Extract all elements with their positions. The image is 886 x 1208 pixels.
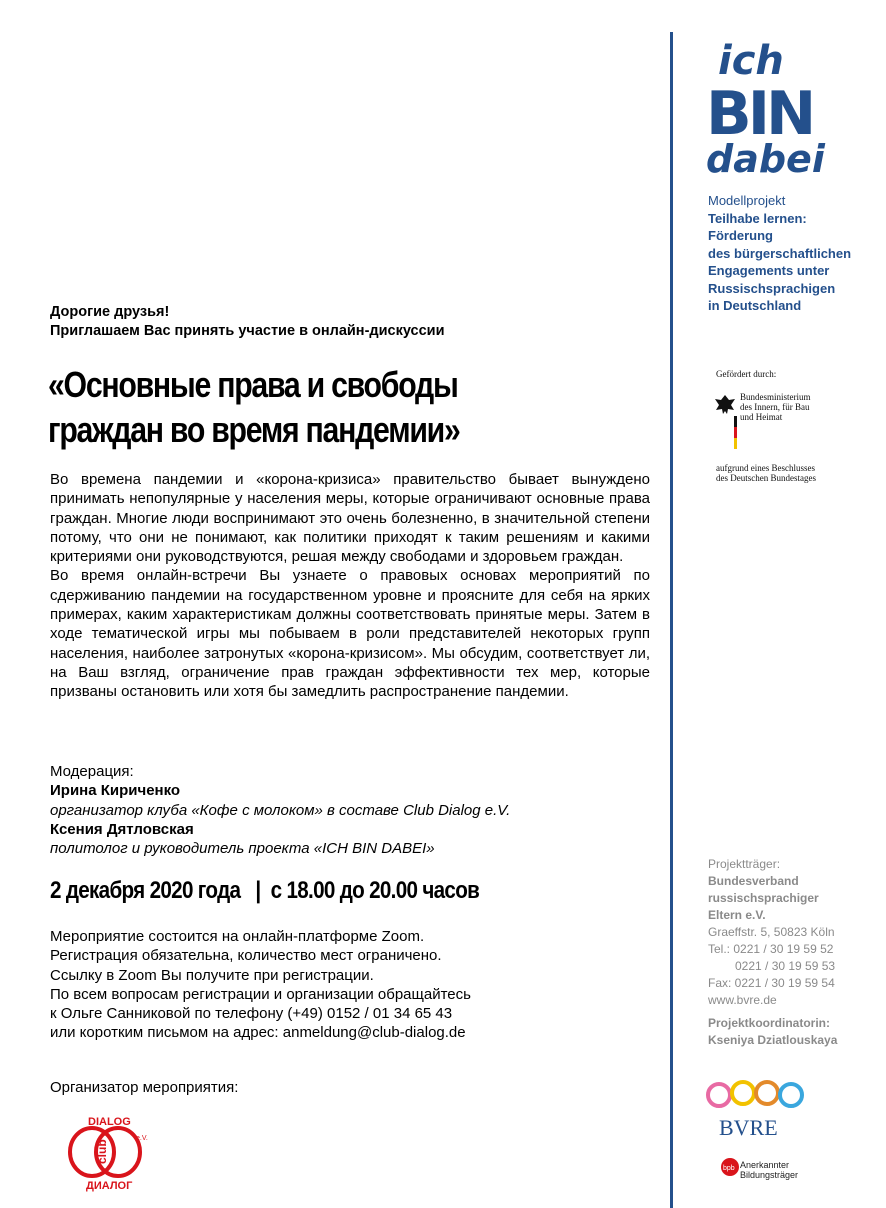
dialog-logo-bottom: ДИАЛОГ bbox=[86, 1180, 133, 1192]
project-title-line: in Deutschland bbox=[708, 298, 802, 313]
description-paragraph-2: Во время онлайн-встречи Вы узнаете о правовых основах мероприятий по сдерживанию пандемии на государственном уровне и проясните для себя на ярких примерах, каким характеристикам должны соответствовать принятые меры. Затем в ходе тематической игры мы побываем в роли представителей некоторых групп населения, наиболее затронутых «корона-кризисом». Мы обсудим, соответствует ли, на Ваш взгляд, ограничение прав граждан эффективности тех мер, которые призваны остановить или хотя бы замедлить распространение пандемии. bbox=[50, 567, 650, 701]
carrier-label: Projektträger: bbox=[708, 857, 781, 871]
logo-ich: ich bbox=[718, 38, 784, 84]
cert-line-2: Bildungsträger bbox=[740, 1170, 799, 1180]
dialog-logo-club: club bbox=[95, 1139, 109, 1164]
logo-dabei: dabei bbox=[706, 137, 825, 180]
moderator-2-role: политолог и руководитель проекта «ICH BIN DABEI» bbox=[50, 840, 435, 858]
badge-text: bpb bbox=[723, 1165, 735, 1172]
ministry-line: und Heimat bbox=[740, 412, 783, 422]
event-title-line-2: граждан во время пандемии» bbox=[48, 409, 460, 450]
club-dialog-logo bbox=[58, 1112, 158, 1192]
certified-provider bbox=[740, 1160, 798, 1180]
event-date-time: 2 декабря 2020 года | с 18.00 до 20.00 часов bbox=[50, 877, 480, 904]
project-title-line: Förderung bbox=[708, 228, 773, 243]
sidebar-divider bbox=[670, 32, 673, 1208]
info-line: По всем вопросам регистрации и организации обращайтесь bbox=[50, 985, 471, 1003]
coordinator-label: Projektkoordinatorin: bbox=[708, 1016, 831, 1030]
registration-info bbox=[50, 927, 471, 1043]
carrier-tel-1: Tel.: 0221 / 30 19 59 52 bbox=[708, 942, 834, 956]
moderation-block bbox=[50, 762, 510, 858]
dialog-logo-top: DIALOG bbox=[88, 1116, 131, 1128]
project-title-line: Russischsprachigen bbox=[708, 280, 836, 296]
carrier-fax: Fax: 0221 / 30 19 59 54 bbox=[708, 976, 835, 990]
carrier-name-line: russischsprachiger bbox=[708, 891, 819, 905]
info-line: Мероприятие состоится на онлайн-платформе Zoom. bbox=[50, 928, 425, 945]
carrier-website: www.bvre.de bbox=[708, 993, 777, 1007]
moderator-1-role: организатор клуба «Кофе с молоком» в составе Club Dialog e.V. bbox=[50, 801, 511, 819]
bundestag-resolution bbox=[716, 463, 816, 483]
project-description bbox=[708, 192, 851, 315]
info-line: Регистрация обязательна, количество мест ограничено. bbox=[50, 947, 442, 965]
dialog-logo-ev: e.V. bbox=[136, 1135, 148, 1142]
carrier-address: Graeffstr. 5, 50823 Köln bbox=[708, 925, 835, 939]
logo-bin: BIN bbox=[706, 79, 813, 149]
funding-label: Gefördert durch: bbox=[716, 369, 777, 379]
info-line: Ссылку в Zoom Вы получите при регистрации. bbox=[50, 966, 374, 984]
project-type: Modellprojekt bbox=[708, 193, 786, 208]
project-title-line: Teilhabe lernen: bbox=[708, 210, 807, 226]
cert-line-1: Anerkannter bbox=[740, 1160, 790, 1170]
moderator-1-name: Ирина Кириченко bbox=[50, 782, 181, 800]
ministry-line: Bundesministerium bbox=[740, 392, 811, 402]
greeting-line-1: Дорогие друзья! bbox=[50, 304, 170, 320]
carrier-name-line: Eltern e.V. bbox=[708, 908, 766, 922]
coordinator-name: Kseniya Dziatlouskaya bbox=[708, 1033, 838, 1047]
info-line: или коротким письмом на адрес: anmeldung@club-dialog.de bbox=[50, 1024, 466, 1042]
event-description bbox=[50, 470, 650, 702]
description-paragraph-1: Во времена пандемии и «корона-кризиса» правительство бывает вынуждено принимать непопулярные у населения меры, которые ограничивают основные права граждан. Многие люди воспринимают это очень болезненно, в значительной степени потому, что они не понимают, как политики приходят к таким решениям и какими критериями они руководствуются, решая между свободами и здоровьем граждан. bbox=[50, 471, 650, 566]
federal-eagle-icon bbox=[712, 392, 738, 452]
project-title-line: Engagements unter bbox=[708, 263, 830, 278]
ich-bin-dabei-logo bbox=[700, 38, 850, 180]
bvre-logo bbox=[705, 1075, 810, 1140]
resolution-line: des Deutschen Bundestages bbox=[716, 473, 816, 483]
resolution-line: aufgrund eines Beschlusses bbox=[716, 463, 815, 473]
event-title bbox=[48, 362, 460, 452]
project-title-line: des bürgerschaftlichen bbox=[708, 245, 852, 261]
carrier-name-line: Bundesverband bbox=[708, 874, 799, 888]
moderation-label: Модерация: bbox=[50, 763, 134, 780]
carrier-tel-2: 0221 / 30 19 59 53 bbox=[735, 959, 836, 973]
certified-badge-icon bbox=[720, 1157, 740, 1177]
greeting-line-2: Приглашаем Вас принять участие в онлайн-дискуссии bbox=[50, 323, 445, 339]
greeting bbox=[50, 303, 445, 341]
organizer-label: Организатор мероприятия: bbox=[50, 1079, 239, 1096]
event-title-line-1: «Основные права и свободы bbox=[48, 364, 458, 405]
project-carrier bbox=[708, 856, 837, 1049]
ministry-name bbox=[740, 392, 811, 422]
moderator-2-name: Ксения Дятловская bbox=[50, 820, 194, 838]
info-line: к Ольге Санниковой по телефону (+49) 0152 / 01 34 65 43 bbox=[50, 1005, 453, 1023]
bvre-wordmark: BVRE bbox=[719, 1115, 778, 1140]
ministry-line: des Innern, für Bau bbox=[740, 402, 810, 412]
